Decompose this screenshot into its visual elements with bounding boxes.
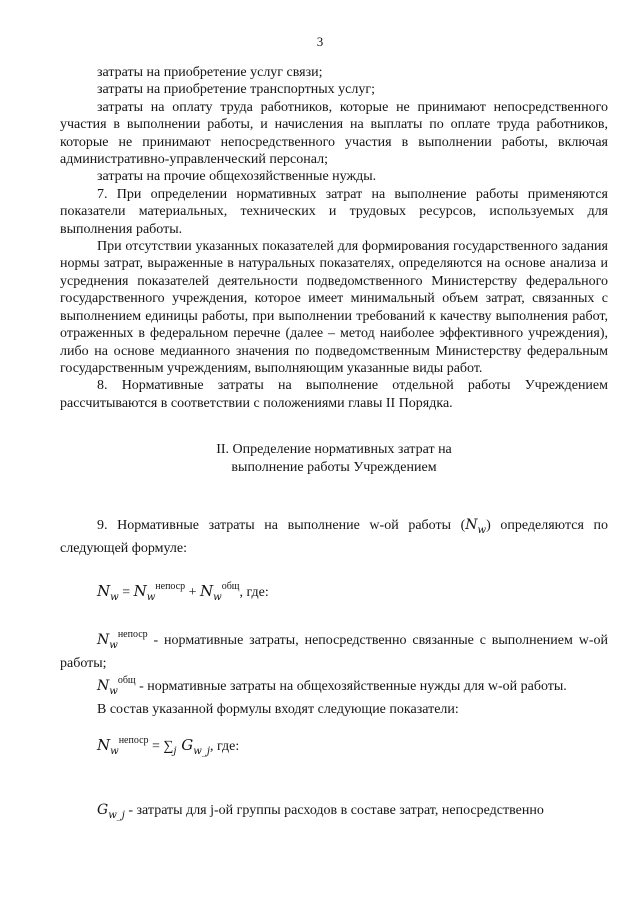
paragraph-9 [60, 517, 608, 557]
definition-direct-costs: $N_w^{непоср}$ - нормативные затраты, непосредственно связанные с выполнением w-ой работы; [60, 629, 608, 671]
section-heading-line-2: выполнение работы Учреждением [231, 460, 437, 476]
paragraph-9-post: ) определяются по следующей формуле: [60, 518, 608, 556]
paragraph-9-symbol: $N_w$ [465, 517, 487, 537]
list-item-labor: затраты на оплату труда работников, которые не принимают непосредственного участия в выполнении работы, и начисления на выплаты по оплате труда работников, которые не принимают непосредственного участия в выполнении работы, включая административно-управленческий персонал; [60, 99, 608, 168]
list-item-transport: затраты на приобретение транспортных услуг; [97, 82, 375, 98]
paragraph-7-continued: При отсутствии указанных показателей для формирования государственного задания нормы затрат, выраженные в натуральных показателях, определяются на основе анализа и усреднения показателей деятельности подведомственного Министерству федерального государственного учреждения, которое имеет минимальный объем затрат, связанных с выполнением единицы работы, при выполнении требований к качеству выполнения работ, отраженных в федеральном перечне (далее – метод наиболее эффективного учреждения), либо на основе медианного значения по подведомственным Министерству федеральным государственным учреждениям, выполняющим указанные виды работ. [60, 239, 608, 376]
definition-general-costs: $N_w^{общ}$ - нормативные затраты на общехозяйственные нужды для w-ой работы. [97, 675, 567, 698]
section-heading-line-1: II. Определение нормативных затрат на [216, 442, 452, 458]
formula-intro: В состав указанной формулы входят следующие показатели: [97, 701, 459, 717]
paragraph-9-pre: 9. Нормативные затраты на выполнение w-ой работы ( [97, 518, 466, 534]
list-item-communication: затраты на приобретение услуг связи; [97, 65, 323, 80]
section-heading [60, 441, 608, 477]
list-item-other-needs: затраты на прочие общехозяйственные нужды. [97, 169, 377, 185]
paragraph-7: 7. При определении нормативных затрат на выполнение работы применяются показатели материальных, технических и трудовых ресурсов, используемых для выполнения работы. [60, 186, 608, 237]
paragraph-8: 8. Нормативные затраты на выполнение отдельной работы Учреждением рассчитываются в соответствии с положениями главы II Порядка. [60, 378, 608, 411]
definition-group-costs: $G_{w\_j}$ - затраты для j-ой группы расходов в составе затрат, непосредственно [97, 802, 544, 822]
formula-nw-direct: $N_w^{непоср} = \sum_j$ $G_{w\_j}$, где: [97, 734, 240, 757]
page-number: 3 [316, 34, 324, 49]
formula-nw: $N_w = N_w^{непоср} + N_w^{общ}$, где: [97, 580, 269, 603]
document-body [60, 64, 608, 825]
